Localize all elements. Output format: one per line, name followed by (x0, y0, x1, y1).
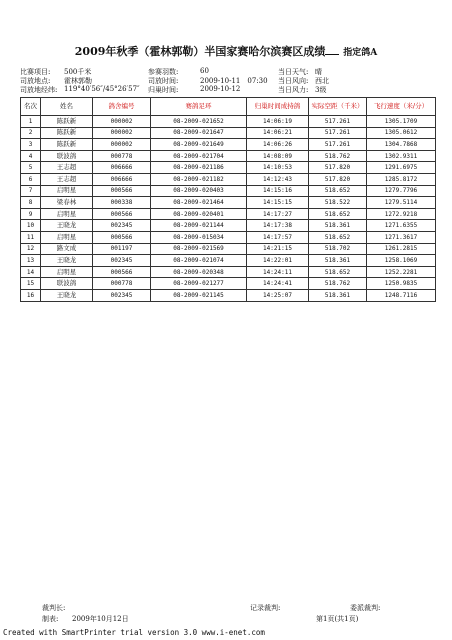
cell-name: 陈跃新 (41, 127, 93, 139)
cell-name: 王志超 (41, 162, 93, 174)
cell-name: 陈跃新 (41, 116, 93, 128)
cell-loft-id: 000778 (93, 278, 151, 290)
header-speed: 飞行速度（米/分） (367, 98, 436, 116)
recorder-judge-label: 记录裁判: (250, 604, 281, 612)
header-return-time: 归巢时间成持鸽 (247, 98, 309, 116)
cell-rank: 6 (21, 173, 41, 185)
cell-distance: 518.652 (309, 208, 367, 220)
cell-ring: 08-2009-020401 (151, 208, 247, 220)
title-main: 2009年秋季（霍林郭勒）半国家赛哈尔滨赛区成绩 (74, 45, 326, 58)
cell-distance: 518.361 (309, 289, 367, 301)
table-header-row (21, 98, 436, 116)
release-place-label: 司放地点: (20, 77, 51, 85)
cell-distance: 517.261 (309, 116, 367, 128)
cell-return-time: 14:25:07 (247, 289, 309, 301)
cell-loft-id: 000002 (93, 139, 151, 151)
release-coord-label: 司放地经纬: (20, 86, 58, 94)
page-info: 第1页(共1页) (316, 615, 359, 623)
cell-name: 启明星 (41, 231, 93, 243)
cell-ring: 08-2009-020348 (151, 266, 247, 278)
cell-loft-id: 000566 (93, 231, 151, 243)
weather-label: 当日天气: (278, 68, 309, 76)
cell-speed: 1279.5114 (367, 197, 436, 209)
header-rank: 名次 (21, 98, 41, 116)
cell-ring: 08-2009-021647 (151, 127, 247, 139)
cell-rank: 10 (21, 220, 41, 232)
cell-rank: 8 (21, 197, 41, 209)
table-row (21, 197, 436, 209)
title-blank-line (325, 46, 339, 55)
cell-loft-id: 000566 (93, 266, 151, 278)
release-time-label: 司放时间: (148, 77, 179, 85)
cell-loft-id: 002345 (93, 220, 151, 232)
cell-distance: 517.820 (309, 173, 367, 185)
cell-ring: 08-2009-021144 (151, 220, 247, 232)
cell-ring: 08-2009-021186 (151, 162, 247, 174)
cell-speed: 1285.8172 (367, 173, 436, 185)
table-row (21, 162, 436, 174)
header-distance: 实际空距（千米） (309, 98, 367, 116)
cell-ring: 08-2009-021182 (151, 173, 247, 185)
table-row (21, 116, 436, 128)
cell-return-time: 14:12:43 (247, 173, 309, 185)
cell-return-time: 14:21:15 (247, 243, 309, 255)
wind-force-label: 当日风力: (278, 86, 309, 94)
table-row (21, 289, 436, 301)
cell-speed: 1305.0612 (367, 127, 436, 139)
cell-distance: 518.652 (309, 185, 367, 197)
cell-rank: 11 (21, 231, 41, 243)
cell-distance: 517.261 (309, 139, 367, 151)
return-time-value: 2009-10-12 (200, 85, 241, 93)
table-row (21, 150, 436, 162)
cell-loft-id: 000338 (93, 197, 151, 209)
cell-loft-id: 002345 (93, 255, 151, 267)
cell-return-time: 14:24:41 (247, 278, 309, 290)
header-name: 姓名 (41, 98, 93, 116)
cell-speed: 1271.6355 (367, 220, 436, 232)
table-row (21, 139, 436, 151)
release-time-value: 2009-10-11 07:30 (200, 77, 268, 85)
trial-watermark: Created with SmartPrinter trial version 3.0 www.i-enet.com (3, 628, 265, 637)
cell-return-time: 14:10:53 (247, 162, 309, 174)
header-ring: 赛鸽足环 (151, 98, 247, 116)
table-row (21, 173, 436, 185)
cell-rank: 7 (21, 185, 41, 197)
cell-return-time: 14:22:01 (247, 255, 309, 267)
cell-rank: 3 (21, 139, 41, 151)
cell-distance: 518.361 (309, 220, 367, 232)
cell-loft-id: 000566 (93, 185, 151, 197)
cell-name: 启明星 (41, 185, 93, 197)
cell-ring: 08-2009-021649 (151, 139, 247, 151)
race-item-label: 比赛项目: (20, 68, 51, 76)
cell-return-time: 14:24:11 (247, 266, 309, 278)
title-tail: 指定鸽A (343, 48, 378, 58)
cell-distance: 518.762 (309, 150, 367, 162)
cell-distance: 517.261 (309, 127, 367, 139)
cell-loft-id: 000778 (93, 150, 151, 162)
cell-return-time: 14:17:38 (247, 220, 309, 232)
cell-rank: 4 (21, 150, 41, 162)
cell-loft-id: 006666 (93, 162, 151, 174)
report-date: 2009年10月12日 (72, 615, 129, 623)
cell-ring: 08-2009-021277 (151, 278, 247, 290)
cell-return-time: 14:06:19 (247, 116, 309, 128)
cell-name: 联波鸽 (41, 278, 93, 290)
chief-judge-label: 裁判长: (42, 604, 66, 612)
cell-distance: 518.522 (309, 197, 367, 209)
cell-rank: 13 (21, 255, 41, 267)
cell-distance: 518.361 (309, 255, 367, 267)
cell-loft-id: 000566 (93, 208, 151, 220)
cell-loft-id: 002345 (93, 289, 151, 301)
cell-speed: 1302.9311 (367, 150, 436, 162)
cell-loft-id: 000002 (93, 116, 151, 128)
cell-distance: 518.762 (309, 278, 367, 290)
table-maker-label: 制表: (42, 615, 59, 623)
cell-return-time: 14:17:57 (247, 231, 309, 243)
cell-ring: 08-2009-021464 (151, 197, 247, 209)
cell-speed: 1305.1709 (367, 116, 436, 128)
cell-name: 联波鸽 (41, 150, 93, 162)
wind-force-value: 3级 (315, 86, 327, 94)
cell-distance: 518.702 (309, 243, 367, 255)
race-item-value: 500千米 (64, 68, 92, 76)
cell-ring: 08-2009-020403 (151, 185, 247, 197)
cell-distance: 518.652 (309, 231, 367, 243)
cell-name: 王晓龙 (41, 220, 93, 232)
wind-direction-value: 西北 (315, 77, 329, 85)
cell-ring: 08-2009-015034 (151, 231, 247, 243)
wind-direction-label: 当日风向: (278, 77, 309, 85)
cell-ring: 08-2009-021074 (151, 255, 247, 267)
cell-name: 路文成 (41, 243, 93, 255)
loft-count-value: 60 (200, 67, 209, 75)
cell-rank: 12 (21, 243, 41, 255)
cell-return-time: 14:06:21 (247, 127, 309, 139)
cell-rank: 9 (21, 208, 41, 220)
cell-ring: 08-2009-021652 (151, 116, 247, 128)
cell-rank: 2 (21, 127, 41, 139)
cell-speed: 1258.1069 (367, 255, 436, 267)
cell-return-time: 14:15:15 (247, 197, 309, 209)
cell-rank: 16 (21, 289, 41, 301)
return-time-label: 归巢时间: (148, 86, 179, 94)
sheet-title (0, 43, 452, 59)
cell-name: 王志超 (41, 173, 93, 185)
weather-value: 晴 (315, 68, 322, 76)
cell-loft-id: 000002 (93, 127, 151, 139)
cell-loft-id: 001197 (93, 243, 151, 255)
cell-speed: 1271.3617 (367, 231, 436, 243)
release-coord-value: 119°40′56″/45°26′57″ (64, 85, 140, 93)
cell-speed: 1272.9218 (367, 208, 436, 220)
cell-return-time: 14:06:26 (247, 139, 309, 151)
table-row (21, 220, 436, 232)
release-place-value: 霍林郭勒 (64, 77, 92, 85)
cell-return-time: 14:17:27 (247, 208, 309, 220)
cell-speed: 1261.2815 (367, 243, 436, 255)
cell-name: 启明星 (41, 266, 93, 278)
table-row (21, 231, 436, 243)
table-row (21, 255, 436, 267)
cell-ring: 08-2009-021569 (151, 243, 247, 255)
header-loft-id: 鸽舍编号 (93, 98, 151, 116)
cell-name: 启明星 (41, 208, 93, 220)
cell-return-time: 14:15:16 (247, 185, 309, 197)
cell-name: 梁春林 (41, 197, 93, 209)
cell-name: 陈跃新 (41, 139, 93, 151)
cell-name: 王晓龙 (41, 255, 93, 267)
delegate-judge-label: 委派裁判: (350, 604, 381, 612)
cell-speed: 1250.9835 (367, 278, 436, 290)
table-row (21, 266, 436, 278)
table-row (21, 278, 436, 290)
cell-rank: 1 (21, 116, 41, 128)
cell-rank: 15 (21, 278, 41, 290)
cell-speed: 1248.7116 (367, 289, 436, 301)
results-table (20, 97, 436, 302)
table-row (21, 243, 436, 255)
cell-speed: 1304.7868 (367, 139, 436, 151)
cell-return-time: 14:08:09 (247, 150, 309, 162)
cell-distance: 518.652 (309, 266, 367, 278)
cell-loft-id: 006666 (93, 173, 151, 185)
cell-rank: 5 (21, 162, 41, 174)
loft-count-label: 参赛羽数: (148, 68, 179, 76)
cell-distance: 517.820 (309, 162, 367, 174)
table-row (21, 127, 436, 139)
cell-name: 王晓龙 (41, 289, 93, 301)
cell-ring: 08-2009-021704 (151, 150, 247, 162)
cell-ring: 08-2009-021145 (151, 289, 247, 301)
table-row (21, 208, 436, 220)
cell-rank: 14 (21, 266, 41, 278)
table-row (21, 185, 436, 197)
cell-speed: 1252.2281 (367, 266, 436, 278)
cell-speed: 1279.7796 (367, 185, 436, 197)
cell-speed: 1291.6975 (367, 162, 436, 174)
